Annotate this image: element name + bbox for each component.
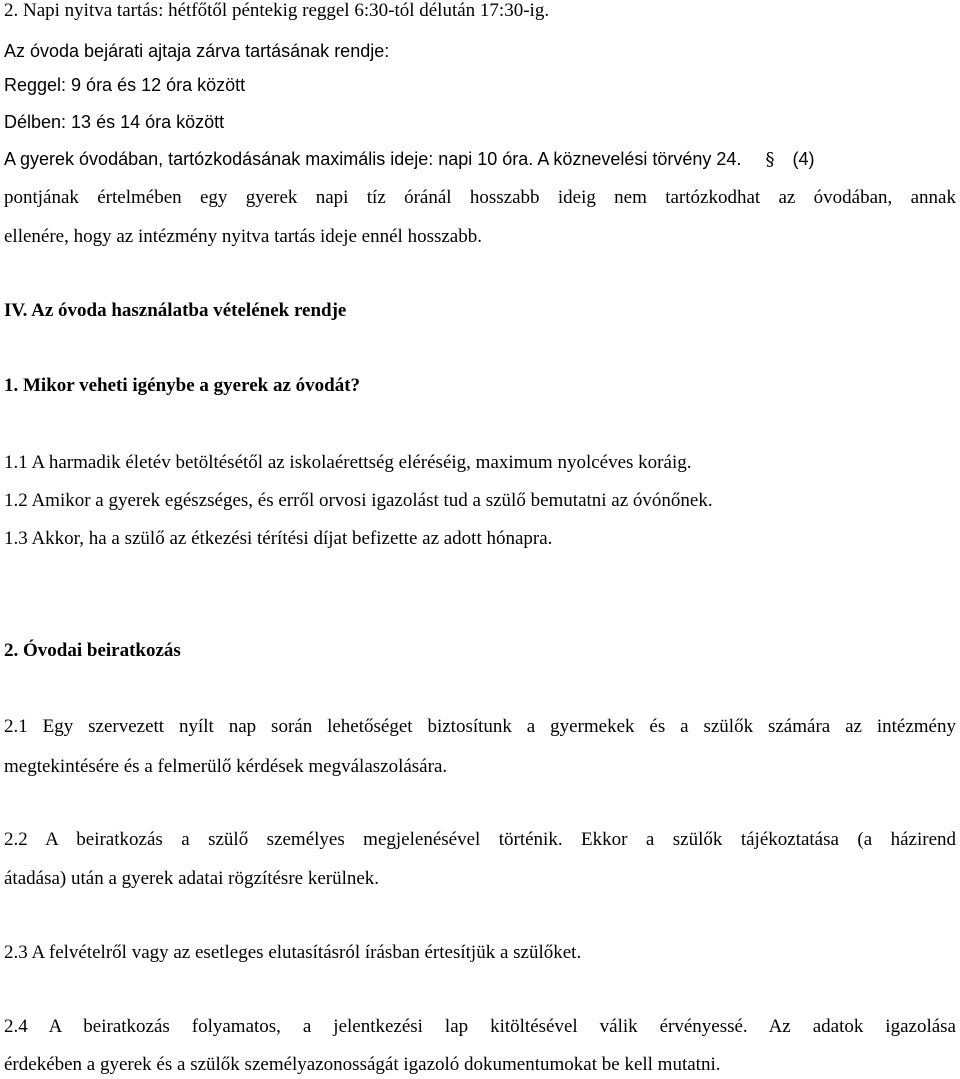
- max-stay-text: A gyerek óvodában, tartózkodásának maximális ideje: napi 10 óra. A köznevelési törvény 24.: [4, 149, 742, 169]
- item-1-3: 1.3 Akkor, ha a szülő az étkezési térítési díjat befizette az adott hónapra.: [4, 528, 553, 549]
- item-2-4-line-2: érdekében a gyerek és a szülők személyazonosságát igazoló dokumentumokat be kell mutatni.: [4, 1054, 721, 1075]
- item-2-1-line-1: 2.1 Egy szervezett nyílt nap során lehetőséget biztosítunk a gyermekek és a szülők számára az intézmény: [4, 716, 956, 737]
- item-1-1: 1.1 A harmadik életév betöltésétől az iskolaérettség eléréséig, maximum nyolcéves koráig.: [4, 452, 692, 473]
- max-stay-line-2: pontjának értelmében egy gyerek napi tíz óránál hosszabb ideig nem tartózkodhat az óvodában, annak: [4, 187, 956, 208]
- item-2-4-line-1: 2.4 A beiratkozás folyamatos, a jelentkezési lap kitöltésével válik érvényessé. Az adatok igazolása: [4, 1016, 956, 1037]
- max-stay-line-1: [4, 148, 956, 171]
- max-stay-line-3: ellenére, hogy az intézmény nyitva tartás ideje ennél hosszabb.: [4, 226, 482, 247]
- item-2-1-line-2: megtekintésére és a felmerülő kérdések megválaszolására.: [4, 756, 448, 777]
- section-sign: §: [765, 149, 775, 170]
- chapter-iv-heading: IV. Az óvoda használatba vételének rendje: [4, 300, 347, 321]
- enrolment-heading: 2. Óvodai beiratkozás: [4, 640, 181, 661]
- door-rule-title: Az óvoda bejárati ajtaja zárva tartásának rendje:: [4, 41, 390, 61]
- item-2-2-line-1: 2.2 A beiratkozás a szülő személyes megjelenésével történik. Ekkor a szülők tájékoztatása (a házirend: [4, 829, 956, 850]
- when-heading: 1. Mikor veheti igénybe a gyerek az óvodát?: [4, 375, 361, 396]
- item-1-2: 1.2 Amikor a gyerek egészséges, és erről orvosi igazolást tud a szülő bemutatni az óvónőnek.: [4, 490, 713, 511]
- item-2-2-line-2: átadása) után a gyerek adatai rögzítésre kerülnek.: [4, 868, 380, 889]
- door-closed-noon: Délben: 13 és 14 óra között: [4, 112, 225, 132]
- door-closed-morning: Reggel: 9 óra és 12 óra között: [4, 75, 246, 95]
- opening-hours-heading: 2. Napi nyitva tartás: hétfőtől péntekig reggel 6:30-tól délután 17:30-ig.: [4, 0, 550, 21]
- paragraph-number: (4): [792, 149, 815, 169]
- item-2-3: 2.3 A felvételről vagy az esetleges elutasításról írásban értesítjük a szülőket.: [4, 942, 582, 963]
